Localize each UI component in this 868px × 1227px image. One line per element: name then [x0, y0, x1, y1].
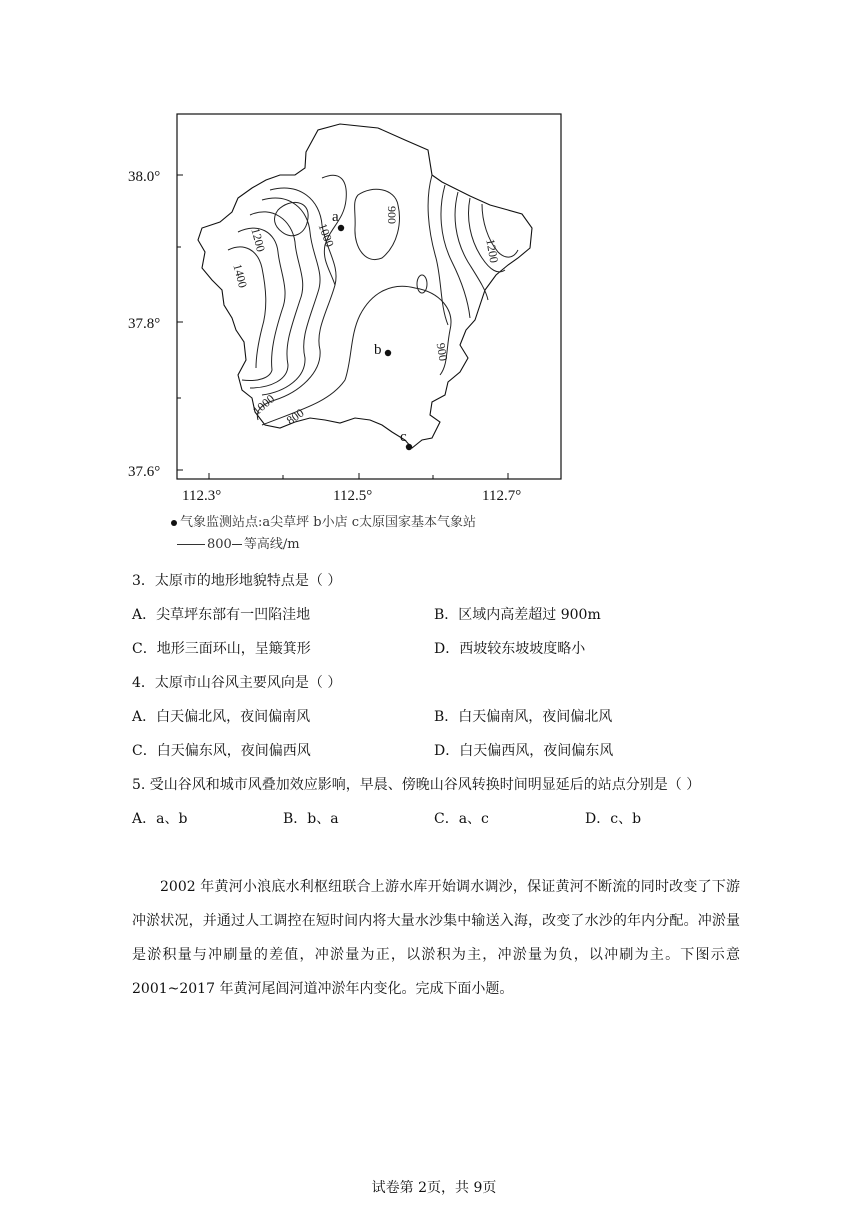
question-3-option-c[interactable]: C．地形三面环山，呈簸箕形 [132, 641, 311, 657]
question-5-option-c[interactable]: C．a、c [434, 811, 489, 827]
legend-stations: 气象监测站点:a尖草坪 b小店 c太原国家基本气象站 [171, 511, 476, 530]
contour-label-900-north: 900 [385, 206, 399, 224]
question-5-stem: 5. 受山谷风和城市风叠加效应影响，早晨、傍晚山谷风转换时间明显延后的站点分别是（ ） [132, 777, 701, 793]
contour-label-900-east: 900 [433, 341, 451, 363]
contour-label-1000-north: 1000 [315, 221, 337, 249]
question-3-option-b[interactable]: B．区域内高差超过 900m [434, 607, 601, 623]
question-3-option-a[interactable]: A．尖草坪东部有一凹陷洼地 [132, 607, 311, 623]
question-5-option-d[interactable]: D．c、b [585, 811, 642, 827]
station-dot-icon [171, 520, 177, 526]
question-3-stem: 3．太原市的地形地貌特点是（ ） [132, 573, 342, 589]
contour-label-1200-east: 1200 [483, 237, 502, 264]
station-b-label: b [374, 342, 382, 358]
map-frame [177, 114, 561, 479]
question-4-stem: 4．太原市山谷风主要风向是（ ） [132, 675, 342, 691]
contour-line-icon [177, 544, 205, 545]
passage [132, 870, 740, 1006]
station-b-dot [385, 350, 391, 356]
passage-text: 2002 年黄河小浪底水利枢纽联合上游水库开始调水调沙，保证黄河不断流的同时改变了下游冲淤状况，并通过人工调控在短时间内将大量水沙集中输送入海，改变了水沙的年内分配。冲淤量是淤积量与冲刷量的差值，冲淤量为正，以淤积为主，冲淤量为负，以冲刷为主。下图示意 2001~2017 年黄河尾闾河道冲淤年内变化。完成下面小题。 [132, 879, 740, 997]
contour-label-1400: 1400 [230, 262, 251, 290]
lon-label-112-3: 112.3° [182, 488, 222, 504]
contour-east-1 [428, 175, 448, 325]
page-footer: 试卷第 2页，共 9页 [371, 1180, 497, 1196]
contour-east-small [417, 275, 427, 293]
lat-label-37-6: 37.6° [128, 464, 161, 480]
station-a-label: a [332, 209, 339, 225]
lat-label-38: 38.0° [128, 169, 161, 185]
station-a-dot [338, 225, 344, 231]
question-5-option-b[interactable]: B．b、a [283, 811, 339, 827]
contour-label-1000-south: 1000 [249, 391, 278, 418]
station-c-label: c [400, 429, 407, 445]
legend-contour: 800 等高线/m [177, 533, 300, 552]
taiyuan-contour-map [0, 0, 868, 560]
lon-label-112-7: 112.7° [482, 488, 522, 504]
question-4-option-a[interactable]: A．白天偏北风，夜间偏南风 [132, 709, 311, 725]
question-4-option-b[interactable]: B．白天偏南风，夜间偏北风 [434, 709, 613, 725]
contour-label-1200-west: 1200 [248, 226, 269, 254]
question-3-option-d[interactable]: D．西坡较东坡坡度略小 [434, 641, 586, 657]
question-5-option-a[interactable]: A．a、b [132, 811, 188, 827]
contour-west-2 [262, 198, 320, 395]
contour-800-basin [262, 286, 451, 425]
lon-label-112-5: 112.5° [333, 488, 373, 504]
contour-north-basin [355, 189, 400, 259]
station-c-dot [406, 444, 412, 450]
question-4-option-d[interactable]: D．白天偏西风，夜间偏东风 [434, 743, 614, 759]
question-4-option-c[interactable]: C．白天偏东风，夜间偏西风 [132, 743, 311, 759]
contour-east-3 [455, 192, 488, 300]
contour-label-800-south: 800 [283, 405, 307, 428]
contour-west-peak [275, 202, 309, 235]
lat-label-37-8: 37.8° [128, 316, 161, 332]
